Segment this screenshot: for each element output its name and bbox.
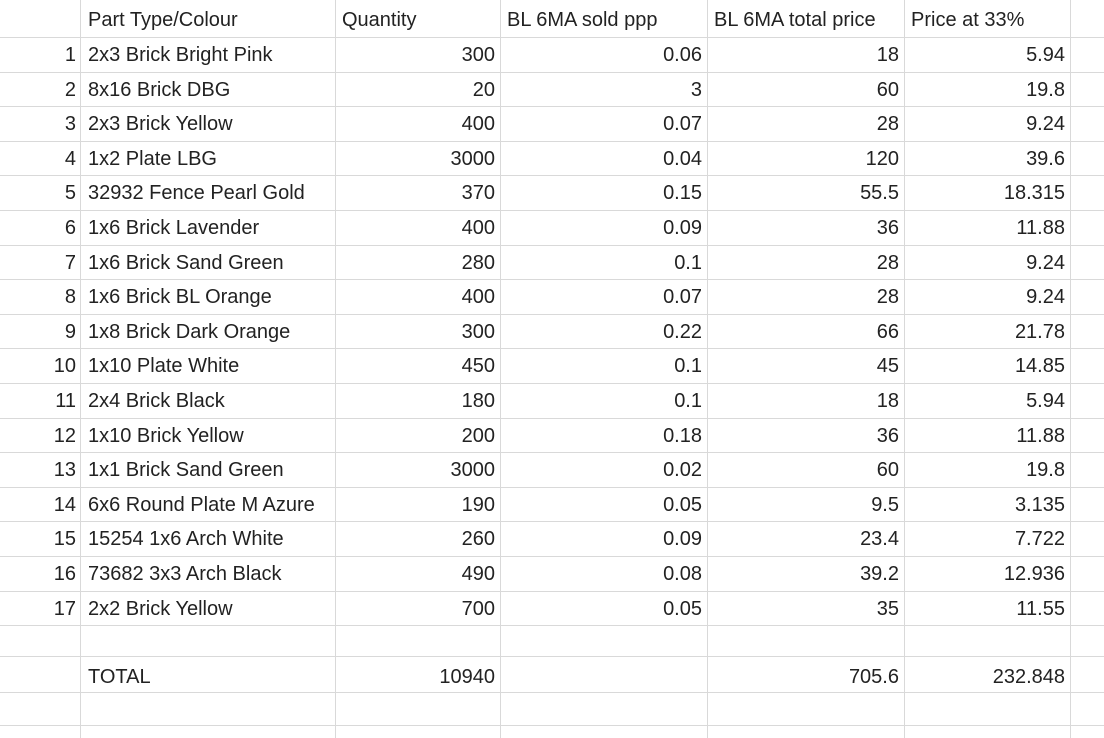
cell-price-33[interactable]: 12.936 bbox=[1003, 563, 1065, 585]
cell-quantity[interactable]: 300 bbox=[461, 320, 495, 343]
row-number: 15 bbox=[53, 528, 76, 551]
table-row bbox=[0, 453, 1104, 487]
row-number: 9 bbox=[64, 320, 76, 343]
cell-total-price[interactable]: 18 bbox=[876, 390, 899, 412]
cell-quantity[interactable]: 3000 bbox=[450, 147, 495, 170]
cell-sold-ppp[interactable]: 0.22 bbox=[663, 320, 702, 343]
cell-total-price[interactable]: 55.5 bbox=[860, 182, 899, 205]
cell-part-type[interactable]: 1x10 Plate White bbox=[88, 355, 240, 378]
cell-quantity[interactable]: 200 bbox=[461, 424, 495, 447]
cell-part-type[interactable]: 1x1 Brick Sand Green bbox=[88, 459, 284, 482]
row-number: 6 bbox=[64, 217, 76, 239]
cell-total-price[interactable]: 60 bbox=[876, 459, 899, 482]
cell-quantity[interactable]: 3000 bbox=[450, 459, 495, 482]
cell-sold-ppp[interactable]: 0.09 bbox=[663, 217, 702, 239]
table-row bbox=[0, 384, 1104, 418]
table-row bbox=[0, 488, 1104, 522]
totals-total-price[interactable]: 705.6 bbox=[848, 666, 899, 688]
cell-part-type[interactable]: 2x2 Brick Yellow bbox=[88, 597, 233, 620]
totals-row bbox=[0, 660, 1104, 694]
row-number: 4 bbox=[64, 147, 76, 170]
grid-hline bbox=[0, 656, 1104, 657]
totals-sold-ppp-empty[interactable] bbox=[501, 660, 707, 694]
cell-total-price[interactable]: 23.4 bbox=[860, 528, 899, 551]
cell-part-type[interactable]: 1x10 Brick Yellow bbox=[88, 424, 244, 447]
totals-price-33[interactable]: 232.848 bbox=[992, 666, 1065, 688]
header-sold-ppp[interactable]: BL 6MA sold ppp bbox=[507, 9, 658, 31]
table-row bbox=[0, 522, 1104, 556]
totals-quantity[interactable]: 10940 bbox=[439, 666, 495, 688]
cell-total-price[interactable]: 28 bbox=[876, 113, 899, 136]
grid-hline bbox=[0, 725, 1104, 726]
cell-sold-ppp[interactable]: 0.18 bbox=[663, 424, 702, 447]
cell-part-type[interactable]: 8x16 Brick DBG bbox=[88, 78, 231, 101]
cell-part-type[interactable]: 2x3 Brick Yellow bbox=[88, 113, 233, 136]
cell-price-33[interactable]: 19.8 bbox=[1026, 459, 1065, 482]
cell-price-33[interactable]: 9.24 bbox=[1026, 286, 1065, 309]
cell-total-price[interactable]: 60 bbox=[876, 78, 899, 101]
row-number: 12 bbox=[53, 424, 76, 447]
cell-total-price[interactable]: 39.2 bbox=[860, 563, 899, 585]
cell-quantity[interactable]: 490 bbox=[461, 563, 495, 585]
cell-total-price[interactable]: 9.5 bbox=[871, 493, 899, 516]
cell-sold-ppp[interactable]: 0.1 bbox=[674, 251, 702, 274]
totals-label[interactable]: TOTAL bbox=[88, 666, 151, 688]
cell-sold-ppp[interactable]: 0.08 bbox=[663, 563, 702, 585]
cell-part-type[interactable]: 32932 Fence Pearl Gold bbox=[88, 182, 305, 205]
cell-part-type[interactable]: 1x2 Plate LBG bbox=[88, 147, 217, 170]
cell-sold-ppp[interactable]: 0.02 bbox=[663, 459, 702, 482]
cell-price-33[interactable]: 18.315 bbox=[1003, 182, 1065, 205]
cell-sold-ppp[interactable]: 0.09 bbox=[663, 528, 702, 551]
cell-total-price[interactable]: 28 bbox=[876, 251, 899, 274]
cell-sold-ppp[interactable]: 3 bbox=[690, 78, 702, 101]
table-row bbox=[0, 211, 1104, 245]
table-row bbox=[0, 107, 1104, 141]
cell-part-type[interactable]: 1x6 Brick Lavender bbox=[88, 217, 260, 239]
table-row bbox=[0, 419, 1104, 453]
row-number: 1 bbox=[64, 44, 76, 66]
cell-part-type[interactable]: 1x6 Brick BL Orange bbox=[88, 286, 272, 309]
cell-total-price[interactable]: 28 bbox=[876, 286, 899, 309]
cell-price-33[interactable]: 5.94 bbox=[1026, 44, 1065, 66]
cell-quantity[interactable]: 370 bbox=[461, 182, 495, 205]
cell-price-33[interactable]: 9.24 bbox=[1026, 113, 1065, 136]
cell-quantity[interactable]: 450 bbox=[461, 355, 495, 378]
table-row bbox=[0, 176, 1104, 210]
cell-quantity[interactable]: 190 bbox=[461, 493, 495, 516]
cell-total-price[interactable]: 36 bbox=[876, 217, 899, 239]
row-number: 3 bbox=[64, 113, 76, 136]
cell-price-33[interactable]: 7.722 bbox=[1014, 528, 1065, 551]
cell-sold-ppp[interactable]: 0.15 bbox=[663, 182, 702, 205]
row-number: 5 bbox=[64, 182, 76, 205]
cell-price-33[interactable]: 14.85 bbox=[1014, 355, 1065, 378]
cell-sold-ppp[interactable]: 0.07 bbox=[663, 113, 702, 136]
table-row bbox=[0, 246, 1104, 280]
cell-quantity[interactable]: 260 bbox=[461, 528, 495, 551]
cell-quantity[interactable]: 700 bbox=[461, 597, 495, 620]
cell-part-type[interactable]: 2x3 Brick Bright Pink bbox=[88, 44, 273, 66]
cell-quantity[interactable]: 400 bbox=[461, 113, 495, 136]
cell-part-type[interactable]: 6x6 Round Plate M Azure bbox=[88, 493, 315, 516]
row-number: 14 bbox=[53, 493, 76, 516]
cell-price-33[interactable]: 11.88 bbox=[1016, 424, 1065, 447]
cell-total-price[interactable]: 18 bbox=[876, 44, 899, 66]
cell-quantity[interactable]: 280 bbox=[461, 251, 495, 274]
cell-quantity[interactable]: 400 bbox=[461, 217, 495, 239]
cell-price-33[interactable]: 5.94 bbox=[1026, 390, 1065, 412]
cell-sold-ppp[interactable]: 0.06 bbox=[663, 44, 702, 66]
cell-quantity[interactable]: 400 bbox=[461, 286, 495, 309]
cell-quantity[interactable]: 20 bbox=[472, 78, 495, 101]
table-row bbox=[0, 142, 1104, 176]
header-row bbox=[0, 3, 1104, 37]
table-row bbox=[0, 557, 1104, 591]
table-row bbox=[0, 315, 1104, 349]
row-number: 10 bbox=[53, 355, 76, 378]
header-part-type[interactable]: Part Type/Colour bbox=[88, 9, 238, 31]
cell-quantity[interactable]: 180 bbox=[461, 390, 495, 412]
cell-sold-ppp[interactable]: 0.04 bbox=[663, 147, 702, 170]
cell-quantity[interactable]: 300 bbox=[461, 44, 495, 66]
cell-total-price[interactable]: 120 bbox=[865, 147, 899, 170]
cell-total-price[interactable]: 35 bbox=[876, 597, 899, 620]
cell-part-type[interactable]: 1x8 Brick Dark Orange bbox=[88, 320, 291, 343]
cell-price-33[interactable]: 9.24 bbox=[1026, 251, 1065, 274]
cell-price-33[interactable]: 11.55 bbox=[1016, 597, 1065, 620]
header-total-price[interactable]: BL 6MA total price bbox=[714, 9, 876, 31]
row-number: 2 bbox=[64, 78, 76, 101]
cell-total-price[interactable]: 66 bbox=[876, 320, 899, 343]
header-quantity[interactable]: Quantity bbox=[342, 9, 417, 31]
row-number: 17 bbox=[53, 597, 76, 620]
cell-total-price[interactable]: 36 bbox=[876, 424, 899, 447]
table-row bbox=[0, 280, 1104, 314]
cell-price-33[interactable]: 3.135 bbox=[1014, 493, 1065, 516]
row-number: 7 bbox=[64, 251, 76, 274]
table-row bbox=[0, 38, 1104, 72]
row-number: 13 bbox=[53, 459, 76, 482]
cell-price-33[interactable]: 21.78 bbox=[1014, 320, 1065, 343]
cell-part-type[interactable]: 15254 1x6 Arch White bbox=[88, 528, 284, 551]
cell-part-type[interactable]: 2x4 Brick Black bbox=[88, 390, 225, 412]
cell-part-type[interactable]: 73682 3x3 Arch Black bbox=[88, 563, 282, 585]
table-row bbox=[0, 592, 1104, 626]
cell-price-33[interactable]: 11.88 bbox=[1016, 217, 1065, 239]
table-row bbox=[0, 349, 1104, 383]
cell-sold-ppp[interactable]: 0.05 bbox=[663, 493, 702, 516]
cell-sold-ppp[interactable]: 0.1 bbox=[674, 355, 702, 378]
row-number: 11 bbox=[55, 390, 76, 412]
table-row bbox=[0, 73, 1104, 107]
cell-sold-ppp[interactable]: 0.07 bbox=[663, 286, 702, 309]
cell-total-price[interactable]: 45 bbox=[876, 355, 899, 378]
cell-sold-ppp[interactable]: 0.1 bbox=[674, 390, 702, 412]
cell-price-33[interactable]: 19.8 bbox=[1026, 78, 1065, 101]
row-number: 8 bbox=[64, 286, 76, 309]
cell-part-type[interactable]: 1x6 Brick Sand Green bbox=[88, 251, 284, 274]
row-number: 16 bbox=[53, 563, 76, 585]
cell-sold-ppp[interactable]: 0.05 bbox=[663, 597, 702, 620]
header-price-33[interactable]: Price at 33% bbox=[911, 9, 1025, 31]
cell-price-33[interactable]: 39.6 bbox=[1026, 147, 1065, 170]
